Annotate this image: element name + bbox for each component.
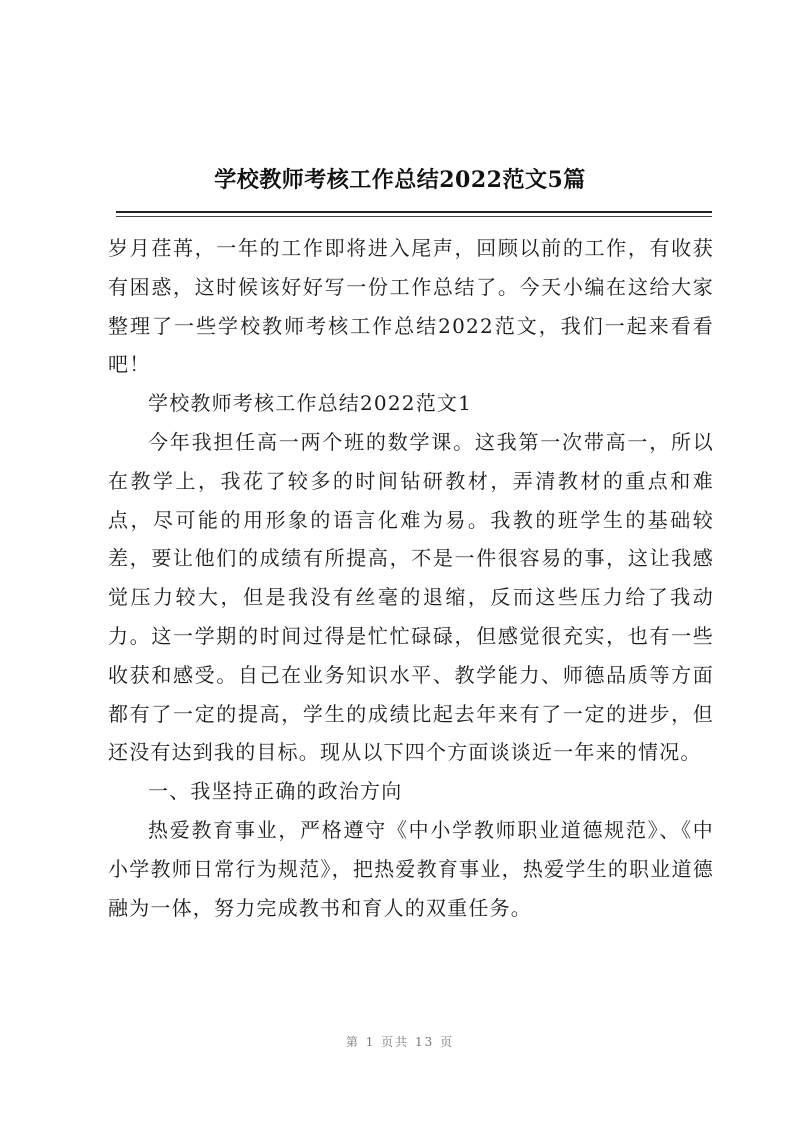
page-number-footer: 第 1 页共 13 页 — [345, 1035, 455, 1049]
subsection-heading: 一、我坚持正确的政治方向 — [148, 779, 403, 804]
section-heading: 学校教师考核工作总结2022范文1 — [148, 391, 473, 416]
body-paragraph: 热爱教育事业，严格遵守《中小学教师职业道德规范》、《中小学教师日常行为规范》，把热爱教育事业，热爱学生的职业道德融为一体，努力完成教书和育人的双重任务。 — [108, 817, 714, 920]
title-rule-thin — [116, 216, 712, 217]
document-body — [108, 229, 714, 927]
intro-paragraph: 岁月荏苒，一年的工作即将进入尾声，回顾以前的工作，有收获有困惑，这时候该好好写一份工作总结了。今天小编在这给大家整理了一些学校教师考核工作总结2022范文，我们一起来看看吧！ — [108, 236, 714, 377]
document-title: 学校教师考核工作总结2022范文5篇 — [214, 167, 586, 193]
body-paragraph: 今年我担任高一两个班的数学课。这我第一次带高一，所以在教学上，我花了较多的时间钻研教材，弄清教材的重点和难点，尽可能的用形象的语言化难为易。我教的班学生的基础较差，要让他们的成绩有所提高，不是一件很容易的事，这让我感觉压力较大，但是我没有丝毫的退缩，反而这些压力给了我动力。这一学期的时间过得是忙忙碌碌，但感觉很充实，也有一些收获和感受。自己在业务知识水平、教学能力、师德品质等方面都有了一定的提高，学生的成绩比起去年来有了一定的进步，但还没有达到我的目标。现从以下四个方面谈谈近一年来的情况。 — [108, 429, 714, 765]
title-rule-thick — [116, 211, 712, 213]
